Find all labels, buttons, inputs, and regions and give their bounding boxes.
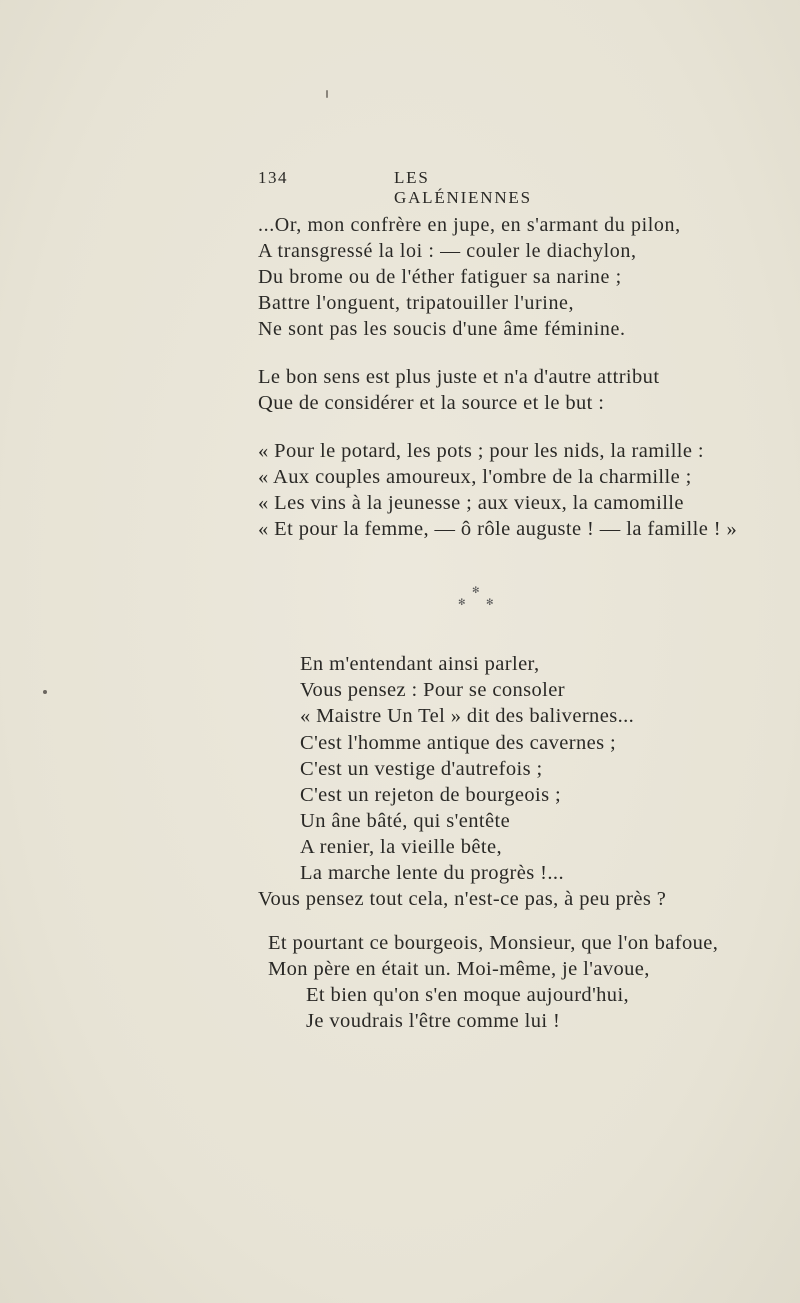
page-header: [258, 168, 558, 207]
page-number: 134: [258, 168, 288, 187]
ink-speck: [326, 90, 328, 98]
separator-star: ✻: [486, 598, 494, 608]
running-title: LES GALÉNIENNES: [394, 168, 532, 207]
verse-line: ...Or, mon confrère en jupe, en s'armant du pilon,: [258, 214, 681, 236]
verse-line: « Aux couples amoureux, l'ombre de la charmille ;: [258, 466, 692, 488]
verse-line: Un âne bâté, qui s'entête: [300, 810, 511, 832]
verse-line: Ne sont pas les soucis d'une âme féminine.: [258, 318, 626, 340]
verse-line: Le bon sens est plus juste et n'a d'autre attribut: [258, 366, 660, 388]
verse-line: Mon père en était un. Moi-même, je l'avoue,: [268, 958, 650, 980]
separator-star: ✻: [472, 586, 480, 596]
verse-line: C'est l'homme antique des cavernes ;: [300, 732, 617, 754]
verse-line: « Pour le potard, les pots ; pour les nids, la ramille :: [258, 440, 705, 462]
verse-line: A transgressé la loi : — couler le diachylon,: [258, 240, 637, 262]
verse-line: A renier, la vieille bête,: [300, 836, 502, 858]
verse-line: Je voudrais l'être comme lui !: [306, 1010, 561, 1032]
verse-line: Et pourtant ce bourgeois, Monsieur, que l'on bafoue,: [268, 932, 719, 954]
verse-line: « Les vins à la jeunesse ; aux vieux, la camomille: [258, 492, 684, 514]
verse-line: Battre l'onguent, tripatouiller l'urine,: [258, 292, 575, 314]
verse-line: C'est un vestige d'autrefois ;: [300, 758, 543, 780]
verse-line: La marche lente du progrès !...: [300, 862, 564, 884]
verse-line: Que de considérer et la source et le but :: [258, 392, 605, 414]
ink-speck: [43, 690, 47, 694]
verse-line: Et bien qu'on s'en moque aujourd'hui,: [306, 984, 630, 1006]
verse-line: « Et pour la femme, — ô rôle auguste ! — la famille ! »: [258, 518, 738, 540]
separator-star: ✻: [458, 598, 466, 608]
verse-line: « Maistre Un Tel » dit des balivernes...: [300, 705, 635, 727]
verse-line: Vous pensez : Pour se consoler: [300, 679, 565, 701]
verse-line: Vous pensez tout cela, n'est-ce pas, à peu près ?: [258, 888, 667, 910]
verse-line: C'est un rejeton de bourgeois ;: [300, 784, 562, 806]
verse-line: En m'entendant ainsi parler,: [300, 653, 540, 675]
verse-line: Du brome ou de l'éther fatiguer sa narine ;: [258, 266, 622, 288]
